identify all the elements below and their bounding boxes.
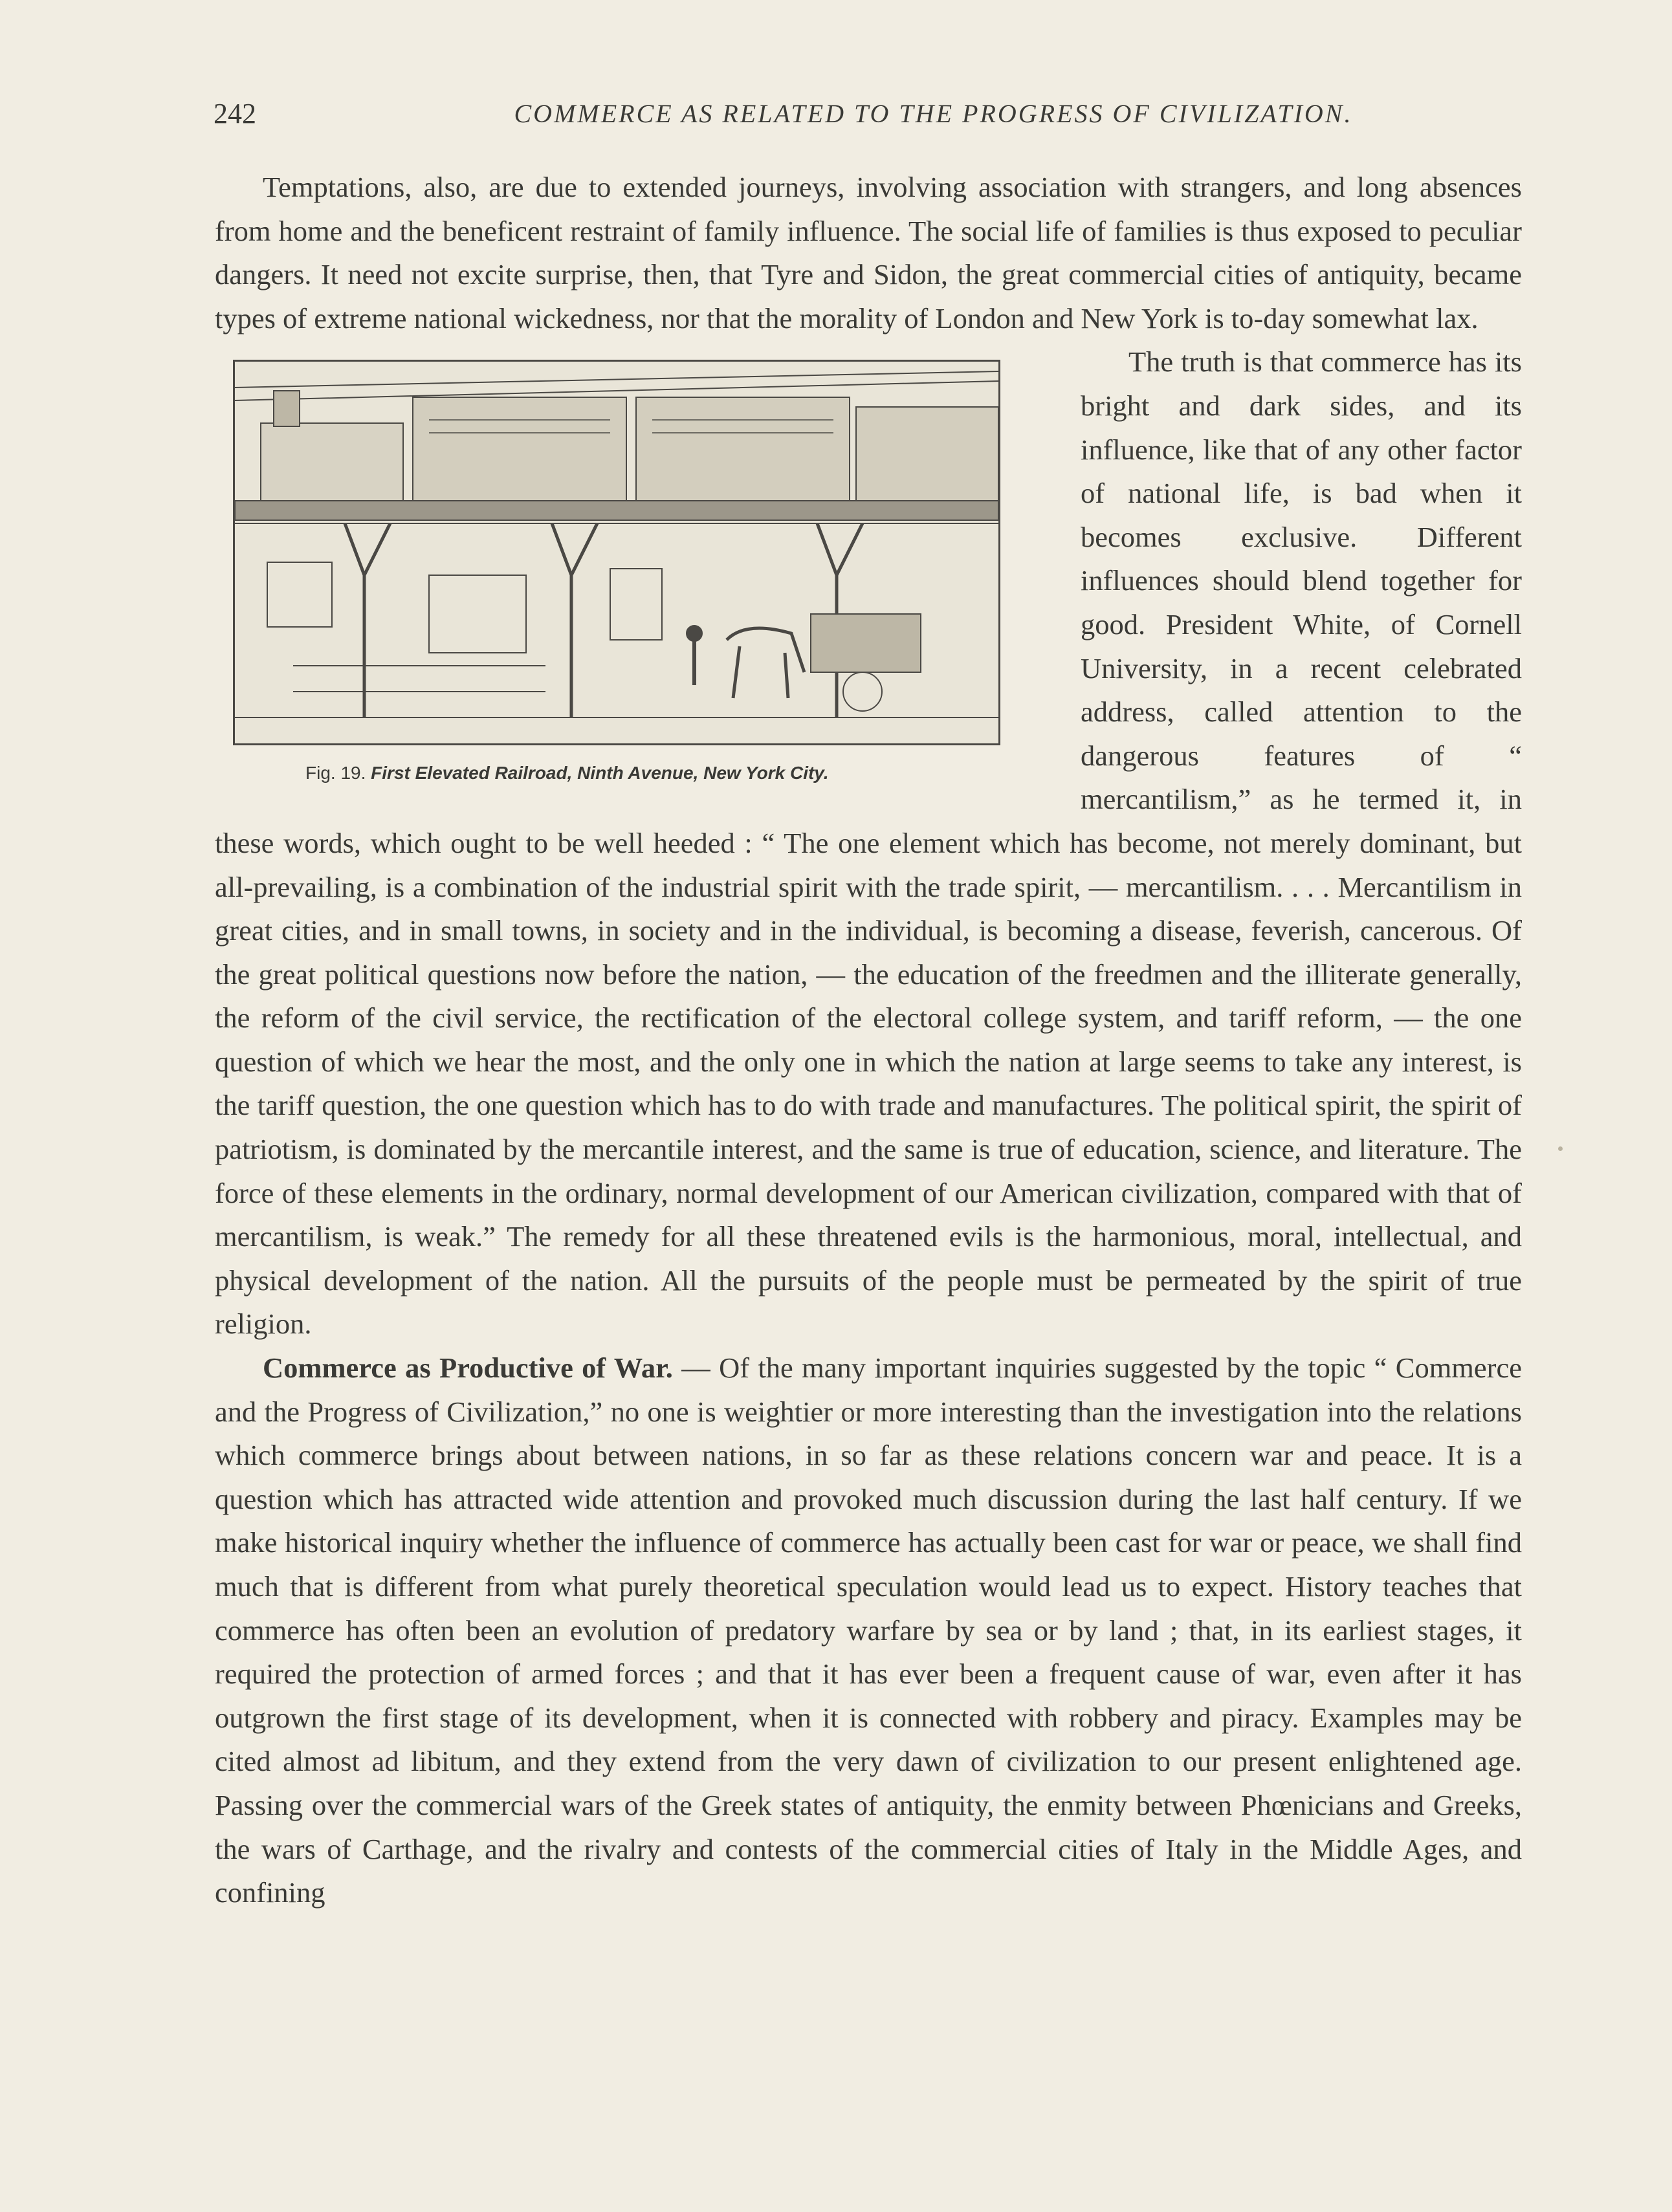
page-header <box>214 97 1491 142</box>
figure-title: First Elevated Railroad, Ninth Avenue, New York City. <box>371 763 829 783</box>
figure-caption <box>233 762 1035 784</box>
body-text <box>215 166 1522 1915</box>
section-heading: Commerce as Productive of War. <box>263 1352 673 1385</box>
page-number: 242 <box>214 98 256 129</box>
margin-speck <box>1558 1146 1563 1151</box>
paragraph-truth-text: The truth is that commerce has its bright and dark sides, and its influence, like that of any other factor of national life, is bad when it becomes exclusive. Different influences should blend together for good. President White, of Cornell University, in a recent celebrated address, called attention to the dangerous features of “ mercantilism,” as he termed it, in these words, which ought to be well heeded : “ The one element which has become, not merely dominant, but all-prevailing, is a combination of the industrial spirit with the trade spirit, — mercantilism. . . . Mercantilism in great cities, and in small towns, in society and in the individual, is becoming a disease, feverish, cancerous. Of the great political questions now before the nation, — the education of the freedmen and the illiterate generally, the reform of the civil service, the rectification of the electoral college system, and tariff reform, — the one question of which we hear the most, and the only one in which the nation at large seems to take any interest, is the tariff question, the one question which has to do with trade and manufactures. The political spirit, the spirit of patriotism, is dominated by the mercantile interest, and the same is true of education, science, and literature. The force of these elements in the ordinary, normal development of our American civilization, compared with that of mercantilism, is weak.” The remedy for all these threatened evils is the harmonious, moral, intellectual, and physical development of the nation. All the pursuits of the people must be permeated by the spirit of true religion. <box>215 345 1522 1341</box>
figure-label: Fig. 19. <box>305 763 366 783</box>
paragraph-temptations: Temptations, also, are due to extended journeys, involving association with strangers, and long absences from home and the beneficent restraint of family influence. The social life of families is thus exposed to peculiar dangers. It need not excite surprise, then, that Tyre and Sidon, the great commercial cities of antiquity, became types of extreme national wickedness, nor that the morality of London and New York is to-day somewhat lax. <box>215 171 1522 334</box>
figure-elevated-railroad <box>233 360 1035 815</box>
elevated-railroad-engraving <box>235 362 998 743</box>
running-title: COMMERCE AS RELATED TO THE PROGRESS OF CIVILIZATION. <box>514 99 1353 128</box>
figure-illustration <box>233 360 1000 745</box>
section-text: — Of the many important inquiries suggested by the topic “ Commerce and the Progress of Civilization,” no one is weightier or more interesting than the investigation into the relations which commerce brings about between nations, in so far as these relations concern war and peace. It is a question which has attracted wide attention and provoked much discussion during the last half century. If we make historical inquiry whether the influence of commerce has actually been cast for war or peace, we shall find much that is different from what purely theoretical speculation would lead us to expect. History teaches that commerce has often been an evolution of predatory warfare by sea or by land ; that, in its earliest stages, it required the protection of armed forces ; and that it has ever been a frequent cause of war, even after it has outgrown the first stage of its development, when it is connected with robbery and piracy. Examples may be cited almost ad libitum, and they extend from the very dawn of civilization to our present enlightened age. Passing over the commercial wars of the Greek states of antiquity, the enmity between Phœnicians and Greeks, the wars of Carthage, and the rivalry and contests of the commercial cities of Italy in the Middle Ages, and confining <box>215 1352 1522 1909</box>
paragraph-truth <box>215 340 1522 1346</box>
paragraph-commerce-war <box>215 1346 1522 1915</box>
